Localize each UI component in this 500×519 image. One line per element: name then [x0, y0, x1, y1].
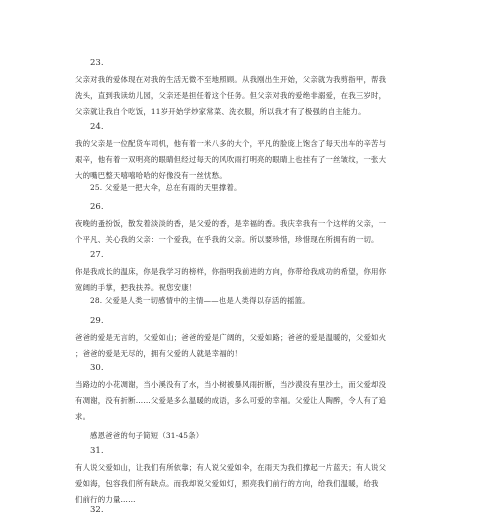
text-line: 们前行的力量……	[75, 495, 136, 504]
paragraph-29	[75, 316, 435, 362]
item-number: 30.	[90, 363, 104, 373]
text-line: 大的嘴巴整天嘻嘻哈哈的好像没有一丝忧愁。	[75, 171, 227, 180]
item-number: 26.	[90, 202, 104, 212]
text-line: 洗头，直到我读幼儿园，父亲还是担任着这个任务。但父亲对我的爱绝非溺爱，在我三岁时，	[75, 91, 387, 100]
paragraph-31	[75, 446, 435, 508]
paragraph-23	[75, 58, 435, 120]
item-number: 24.	[90, 122, 104, 132]
text-line: 有凋谢，没有折断……父爱是多么温暖的成语，多么可爱的幸福。父爱让人陶醉，令人有了追	[75, 396, 387, 405]
text-line: 夜晚的蚤扮饭，散发着淡淡的香，是父爱的香，是幸福的香。我庆幸我有一个这样的父亲，一	[75, 219, 387, 228]
text-line: 宽阔的手掌，把我扶养。祝您安康！	[75, 283, 197, 292]
text-line: 父亲对我的爱体现在对我的生活无微不至地照顾。从我刚出生开始，父亲就为我剪指甲，帮我	[75, 75, 387, 84]
paragraph-27	[75, 250, 435, 296]
item-number: 29.	[90, 316, 104, 326]
text-line: 个平凡、关心我的父亲：一个爱我，在乎我的父亲。所以要珍惜，珍惜现在所拥有的一切。	[75, 235, 379, 244]
text-line: 你是我成长的温床，你是我学习的榜样，你指明我前进的方向，你带给我成功的希望，你用你	[75, 267, 387, 276]
paragraph-26	[75, 202, 435, 248]
text-line: ；爸爸的爱是无尽的，拥有父爱的人就是幸福的！	[75, 349, 242, 358]
text-line: 求。	[75, 412, 91, 421]
text-line: 爸爸的爱是无言的，父爱如山；爸爸的爱是广阔的，父爱如路；爸爸的爱是温暖的，父爱如火	[75, 333, 387, 342]
item-number: 23.	[90, 58, 104, 68]
item-number: 27.	[90, 250, 104, 260]
text-line: 有人说父爱如山，让我们有所依靠；有人说父爱如伞，在雨天为我们撑起一片蓝天；有人说父	[75, 463, 387, 472]
text-line: 当路边的小花凋谢，当小溪没有了水，当小树被暴风雨折断，当沙漠没有里沙土，而父爱却没	[75, 380, 387, 389]
paragraph-30	[75, 363, 435, 425]
item-number: 32.	[90, 505, 104, 515]
paragraph-25	[75, 180, 435, 196]
text-line: 父亲就让我自个吃饭，11岁开始学炒家常菜、洗衣服，所以我才有了极强的自主能力。	[75, 107, 366, 116]
text-line: 25. 父爱是一把大伞，总在有雨的天里撑着。	[90, 183, 242, 192]
text-line: 爱如海，包容我们所有缺点。而我却说父爱如灯，照亮我们前行的方向，给我们温暖，给我	[75, 479, 379, 488]
section-heading: 感恩爸爸的句子简短（31-45条）	[90, 431, 204, 440]
text-line: 28. 父爱是人类一切感情中的主情——也是人类得以存活的摇篮。	[90, 296, 310, 305]
text-line: 艰辛，他有着一双明亮的眼睛但经过每天的风吹雨打明亮的眼睛上也挂有了一丝皱纹，一张大	[75, 155, 387, 164]
paragraph-24	[75, 122, 435, 184]
item-number: 31.	[90, 446, 104, 456]
text-line: 我的父亲是一位配货车司机，他有着一米八多的大个，平凡的脸庞上饱含了每天出车的辛苦与	[75, 139, 387, 148]
paragraph-28	[75, 293, 435, 309]
